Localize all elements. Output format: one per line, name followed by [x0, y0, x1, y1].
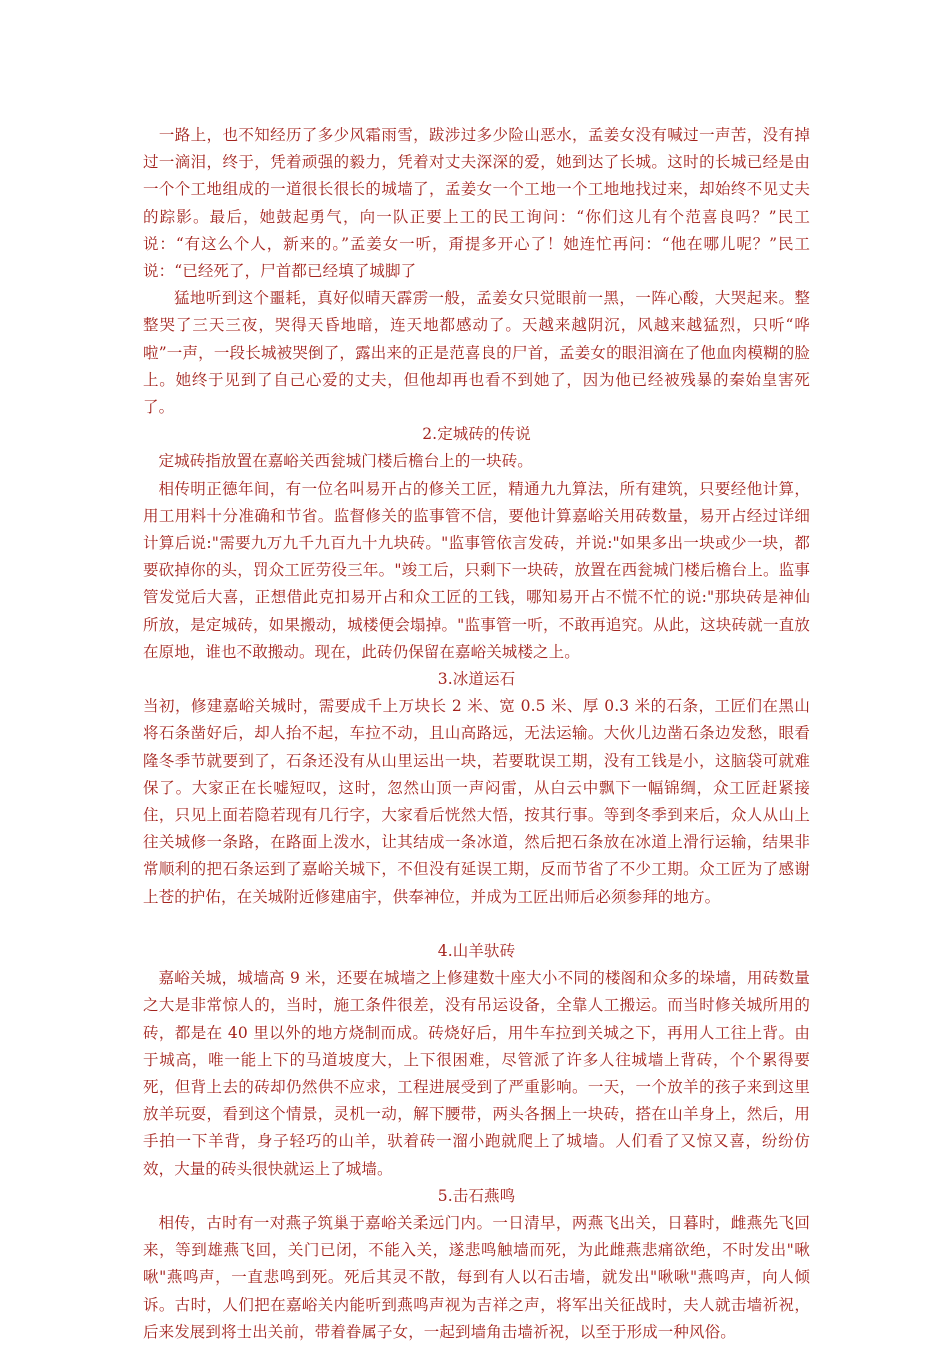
section-4-body: 嘉峪关城，城墙高 9 米，还要在城墙之上修建数十座大小不同的楼阁和众多的垛墙，用砖数量之大是非常惊人的，当时，施工条件很差，没有吊运设备，全靠人工搬运。而当时修关城所用的砖，都是在 40 里以外的地方烧制而成。砖烧好后，用牛车拉到关城之下，再用人工往上背。由于城高，唯一能上下的马道坡度大，上下很困难，尽管派了许多人往城墙上背砖，个个累得要死，但背上去的砖却仍然供不应求，工程进展受到了严重影响。一天，一个放羊的孩子来到这里放羊玩耍，看到这个情景，灵机一动，解下腰带，两头各捆上一块砖，搭在山羊身上，然后，用手拍一下羊背，身子轻巧的山羊，驮着砖一溜小跑就爬上了城墙。人们看了又惊又喜，纷纷仿效，大量的砖头很快就运上了城墙。: [143, 969, 810, 1178]
section-5-title: 5.击石燕鸣: [437, 1186, 516, 1205]
story-paragraph-2: 猛地听到这个噩耗，真好似晴天霹雳一般，孟姜女只觉眼前一黑，一阵心酸，大哭起来。整整哭了三天三夜，哭得天昏地暗，连天地都感动了。天越来越阴沉，风越来越猛烈，只听“哗啦”一声，一段长城被哭倒了，露出来的正是范喜良的尸首，孟姜女的眼泪滴在了他血肉模糊的脸上。她终于见到了自己心爱的丈夫，但他却再也看不到她了，因为他已经被残暴的秦始皇害死了。: [143, 289, 810, 417]
section-5-body: 相传，古时有一对燕子筑巢于嘉峪关柔远门内。一日清早，两燕飞出关，日暮时，雌燕先飞回来，等到雄燕飞回，关门已闭，不能入关，遂悲鸣触墙而死，为此雌燕悲痛欲绝，不时发出"啾啾"燕鸣声，一直悲鸣到死。死后其灵不散，每到有人以石击墙，就发出"啾啾"燕鸣声，向人倾诉。古时，人们把在嘉峪关内能听到燕鸣声视为吉祥之声，将军出关征战时，夫人就击墙祈祝，后来发展到将士出关前，带着眷属子女，一起到墙角击墙祈祝，以至于形成一种风俗。: [143, 1213, 810, 1341]
document-body: [143, 122, 810, 1346]
story-paragraph-1: 一路上，也不知经历了多少风霜雨雪，跋涉过多少险山恶水，孟姜女没有喊过一声苦，没有掉过一滴泪，终于，凭着顽强的毅力，凭着对丈夫深深的爱，她到达了长城。这时的长城已经是由一个个工地组成的一道很长很长的城墙了，孟姜女一个工地一个工地地找过来，却始终不见丈夫的踪影。最后，她鼓起勇气，向一队正要上工的民工询问：“你们这儿有个范喜良吗？”民工说：“有这么个人，新来的。”孟姜女一听，甭提多开心了！她连忙再问：“他在哪儿呢？”民工说：“已经死了，尸首都已经填了城脚了: [143, 126, 810, 281]
section-spacer: [143, 911, 810, 938]
section-3-title: 3.冰道运石: [437, 670, 516, 689]
section-2-intro: 定城砖指放置在嘉峪关西瓮城门楼后檐台上的一块砖。: [158, 452, 533, 471]
section-4-title: 4.山羊驮砖: [437, 941, 516, 960]
section-2-title: 2.定城砖的传说: [422, 425, 531, 444]
section-2-body: 相传明正德年间，有一位名叫易开占的修关工匠，精通九九算法，所有建筑，只要经他计算，用工用料十分准确和节省。监督修关的监事管不信，要他计算嘉峪关用砖数量，易开占经过详细计算后说:"需要九万九千九百九十九块砖。"监事管依言发砖，并说:"如果多出一块或少一块，都要砍掉你的头，罚众工匠劳役三年。"竣工后，只剩下一块砖，放置在西瓮城门楼后檐台上。监事管发觉后大喜，正想借此克扣易开占和众工匠的工钱，哪知易开占不慌不忙的说:"那块砖是神仙所放，是定城砖，如果搬动，城楼便会塌掉。"监事管一听，不敢再追究。从此，这块砖就一直放在原地，谁也不敢搬动。现在，此砖仍保留在嘉峪关城楼之上。: [143, 479, 810, 661]
section-3-body: 当初，修建嘉峪关城时，需要成千上万块长 2 米、宽 0.5 米、厚 0.3 米的石条，工匠们在黑山将石条凿好后，却人抬不起，车拉不动，且山高路远，无法运输。大伙儿边凿石条边发愁，眼看隆冬季节就要到了，石条还没有从山里运出一块，若要耽误工期，没有工钱是小，这脑袋可就难保了。大家正在长嘘短叹，这时，忽然山顶一声闷雷，从白云中飘下一幅锦绸，众工匠赶紧接住，只见上面若隐若现有几行字，大家看后恍然大悟，按其行事。等到冬季到来后，众人从山上往关城修一条路，在路面上泼水，让其结成一条冰道，然后把石条放在冰道上滑行运输，结果非常顺利的把石条运到了嘉峪关城下，不但没有延误工期，反而节省了不少工期。众工匠为了感谢上苍的护佑，在关城附近修建庙宇，供奉神位，并成为工匠出师后必须参拜的地方。: [143, 697, 810, 906]
